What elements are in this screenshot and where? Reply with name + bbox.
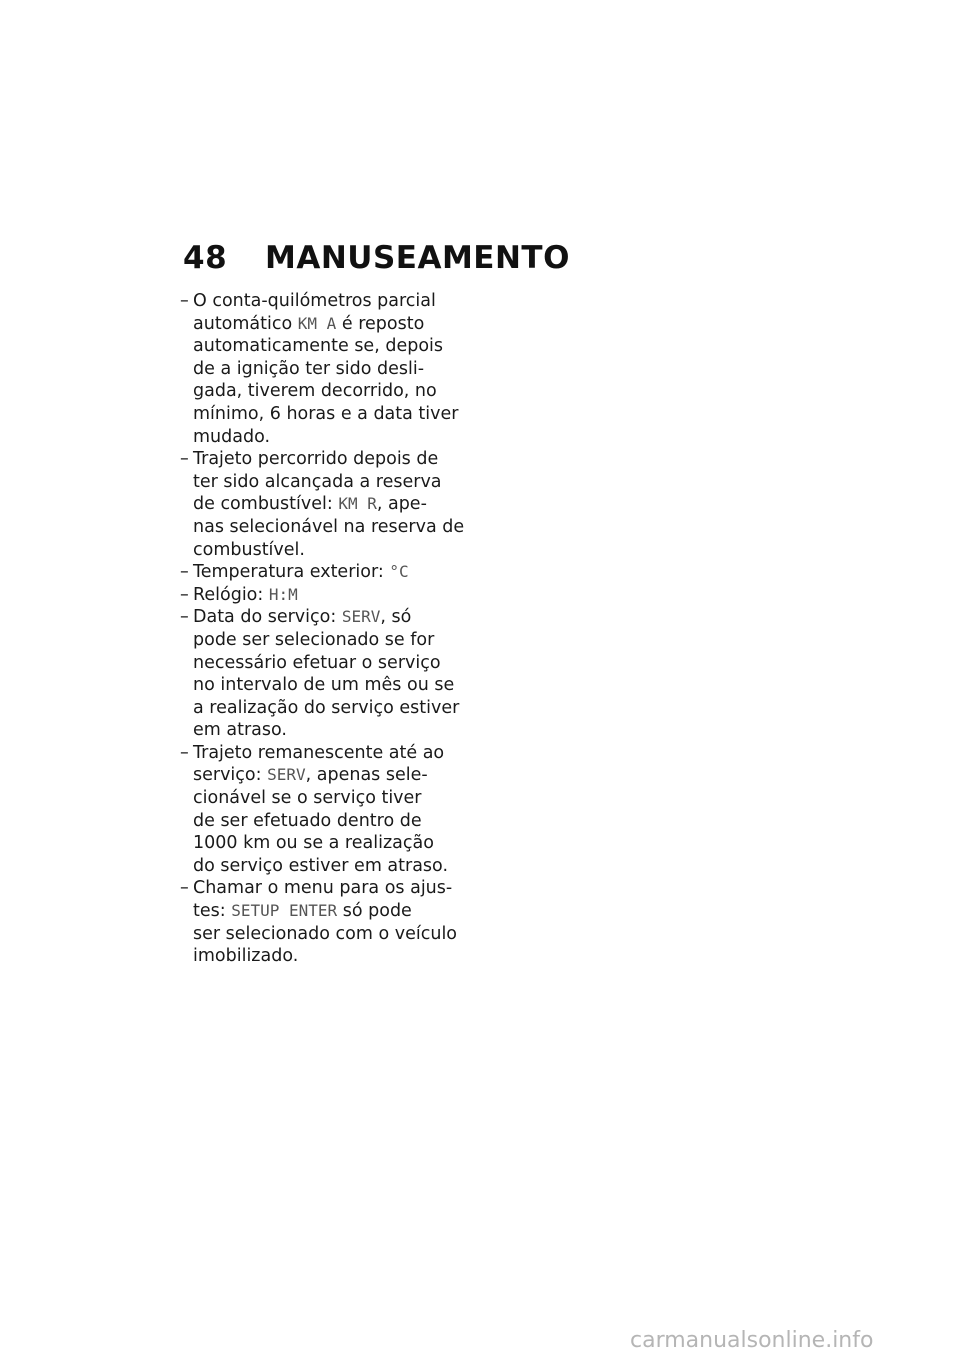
list-item: [180, 877, 460, 967]
display-readout: SERV: [267, 765, 306, 785]
text-segment: Temperatura exterior:: [193, 562, 390, 583]
text-segment: , apenas sele-: [305, 765, 428, 786]
text-line: [193, 810, 460, 833]
text-segment: Trajeto percorrido depois de: [193, 449, 439, 470]
text-segment: tes:: [193, 901, 232, 922]
display-readout: SERV: [341, 607, 381, 627]
text-line: [193, 674, 460, 697]
text-line: [193, 335, 460, 358]
page-number: 48: [183, 240, 228, 276]
text-segment: de ser efetuado dentro de: [193, 810, 422, 831]
list-item: [180, 606, 460, 742]
text-segment: pode ser selecionado se for: [193, 629, 435, 650]
text-line: [193, 606, 460, 629]
text-segment: combustível.: [193, 539, 305, 560]
text-line: [193, 539, 460, 562]
text-segment: ser selecionado com o veículo: [193, 923, 458, 944]
text-line: [193, 584, 460, 607]
display-readout: KM A: [297, 313, 337, 333]
list-item: [180, 448, 465, 561]
text-segment: serviço:: [193, 765, 268, 786]
text-segment: mudado.: [193, 426, 271, 447]
list-item: [180, 290, 460, 448]
text-line: [193, 358, 460, 381]
text-segment: nas selecionável na reserva de: [193, 516, 465, 537]
dash-bullet: –: [180, 742, 189, 763]
text-segment: do serviço estiver em atraso.: [193, 855, 449, 876]
text-segment: , ape-: [376, 494, 427, 515]
dash-bullet: –: [180, 291, 189, 311]
text-line: [193, 380, 460, 403]
dash-bullet: –: [180, 449, 189, 470]
text-segment: Data do serviço:: [193, 607, 342, 628]
text-line: [193, 697, 460, 720]
text-segment: automático: [193, 313, 298, 334]
dash-bullet: –: [180, 562, 189, 583]
text-line: [193, 877, 460, 900]
text-segment: gada, tiverem decorrido, no: [193, 381, 437, 402]
text-segment: de combustível:: [193, 494, 339, 515]
text-line: [193, 652, 460, 675]
text-line: [193, 629, 460, 652]
text-line: [193, 923, 460, 946]
text-line: [193, 290, 460, 313]
text-segment: ter sido alcançada a reserva: [193, 471, 442, 492]
display-readout: H:M: [268, 584, 298, 604]
text-segment: mínimo, 6 horas e a data tiver: [193, 403, 459, 424]
text-segment: Relógio:: [193, 584, 269, 605]
text-line: [193, 516, 465, 539]
text-line: [193, 900, 460, 923]
page-header: [183, 240, 570, 276]
bullet-list: [180, 290, 465, 968]
text-line: [193, 742, 460, 765]
text-segment: de a ignição ter sido desli-: [193, 358, 425, 379]
text-segment: só pode: [337, 901, 412, 922]
section-title: MANUSEAMENTO: [265, 240, 570, 276]
display-readout: SETUP ENTER: [231, 901, 338, 921]
text-line: [193, 561, 460, 584]
text-line: [193, 855, 460, 878]
dash-bullet: –: [180, 878, 189, 899]
text-segment: Trajeto remanescente até ao: [193, 742, 445, 763]
text-segment: cionável se o serviço tiver: [193, 788, 422, 809]
text-line: [193, 832, 460, 855]
dash-bullet: –: [180, 584, 189, 605]
text-line: [193, 313, 460, 336]
display-readout: KM R: [338, 494, 377, 514]
text-line: [193, 403, 460, 426]
text-segment: , só: [380, 607, 412, 628]
text-segment: O conta-quilómetros parcial: [193, 291, 436, 311]
text-line: [193, 787, 460, 810]
list-item: [180, 584, 460, 607]
text-segment: imobilizado.: [193, 946, 299, 967]
text-segment: 1000 km ou se a realização: [193, 833, 434, 854]
watermark-text: carmanualsonline.info: [630, 1328, 874, 1353]
text-line: [193, 719, 460, 742]
text-segment: necessário efetuar o serviço: [193, 652, 441, 673]
text-line: [193, 426, 460, 449]
display-readout: °C: [389, 562, 409, 582]
text-segment: em atraso.: [193, 720, 287, 741]
text-segment: a realização do serviço estiver: [193, 697, 460, 718]
text-line: [193, 448, 460, 471]
text-segment: no intervalo de um mês ou se: [193, 675, 455, 696]
text-line: [193, 945, 460, 968]
list-item: [180, 561, 460, 584]
text-line: [193, 764, 460, 787]
text-segment: é reposto: [336, 313, 425, 334]
text-line: [193, 493, 460, 516]
text-segment: Chamar o menu para os ajus-: [193, 878, 453, 899]
text-line: [193, 471, 460, 494]
dash-bullet: –: [180, 607, 189, 628]
text-segment: automaticamente se, depois: [193, 336, 443, 357]
list-item: [180, 742, 460, 878]
